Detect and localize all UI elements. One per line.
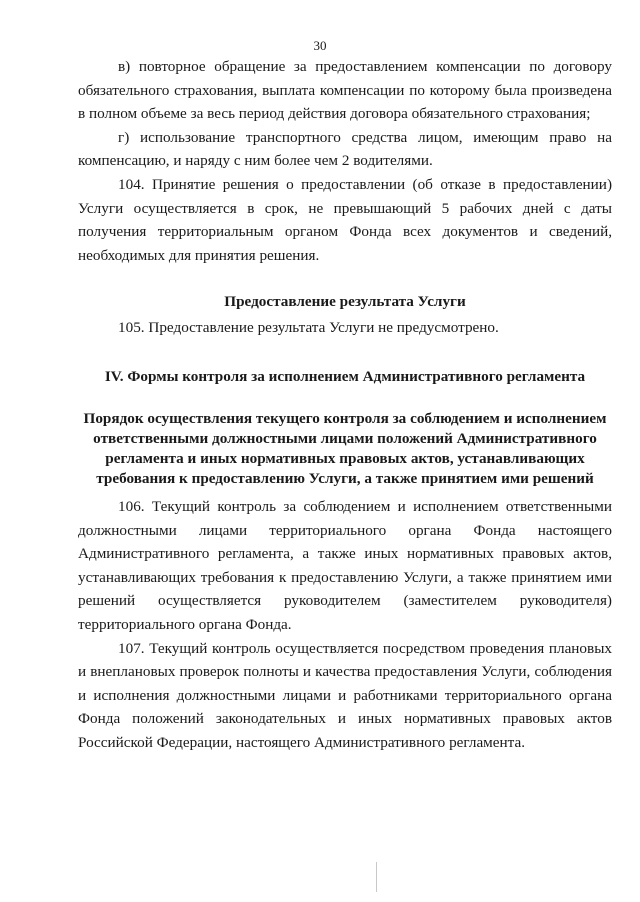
document-body	[78, 55, 612, 754]
scan-artifact-line	[376, 862, 377, 892]
paragraph-106: 106. Текущий контроль за соблюдением и исполнением ответственными должностными лицами территориального органа Фонда настоящего Административного регламента, а также иных нормативных правовых актов, устанавливающих требования к предоставлению Услуги, а также принятием ими решений осуществляется руководителем (заместителем руководителя) территориального органа Фонда.	[78, 497, 612, 633]
paragraph-104: 104. Принятие решения о предоставлении (об отказе в предоставлении) Услуги осуществляется в срок, не превышающий 5 рабочих дней с даты получения территориальным органом Фонда всех документов и сведений, необходимых для принятия решения.	[78, 175, 612, 264]
paragraph-item-v: в) повторное обращение за предоставлением компенсации по договору обязательного страхования, выплата компенсации по которому была произведена в полном объеме за весь период действия договора обязательного страхования;	[78, 58, 612, 123]
subheading-current-control: Порядок осуществления текущего контроля за соблюдением и исполнением ответственными должностными лицами положений Административного регламента и иных нормативных правовых актов, устанавливающих требования к предоставлению Услуги, а также принятием ими решений	[83, 409, 607, 487]
paragraph-item-g: г) использование транспортного средства лицом, имеющим право на компенсацию, и наряду с ним более чем 2 водителями.	[78, 128, 612, 170]
section-heading-iv: IV. Формы контроля за исполнением Административного регламента	[104, 367, 586, 385]
page-number: 30	[313, 38, 327, 53]
paragraph-105: 105. Предоставление результата Услуги не предусмотрено.	[118, 319, 499, 337]
heading-service-result: Предоставление результата Услуги	[224, 293, 466, 311]
paragraph-107: 107. Текущий контроль осуществляется посредством проведения плановых и внеплановых проверок полноты и качества предоставления Услуги, соблюдения и исполнения должностными лицами и работниками территориального органа Фонда положений законодательных и иных нормативных правовых актов Российской Федерации, настоящего Административного регламента.	[78, 639, 612, 751]
